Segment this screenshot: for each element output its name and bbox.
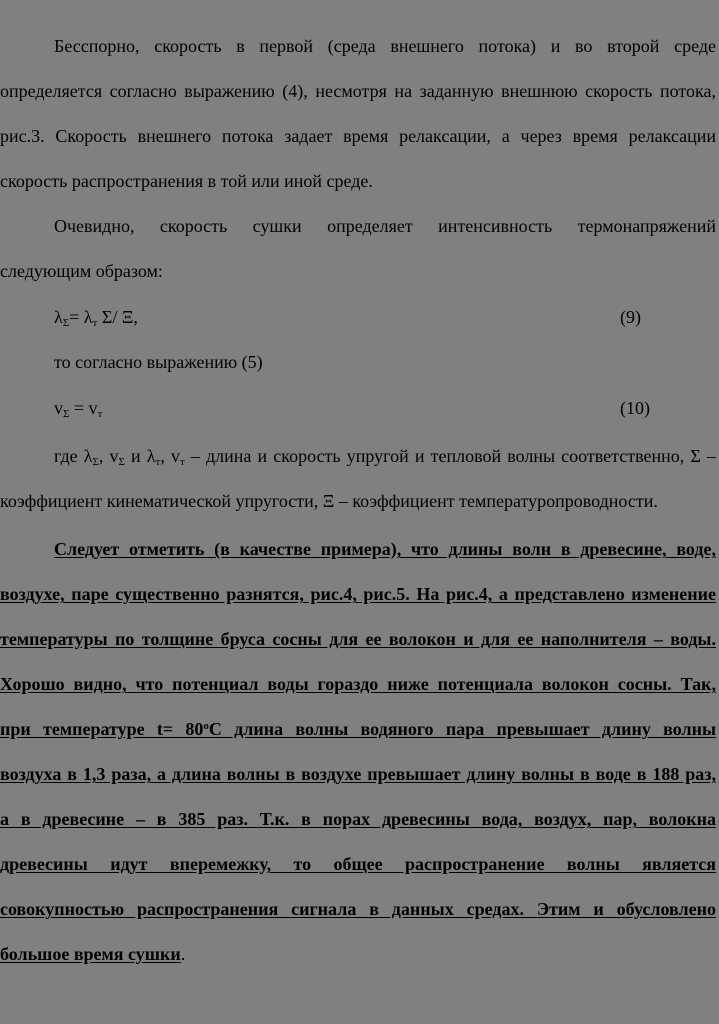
paragraph-4-line-6: воздуха в 1,3 раза, а длина волны в воздухе превышает длину волны в воде в 188 раз, [0, 764, 716, 784]
paragraph-4-line-1: Следует отметить (в качестве примера), что длины волн в древесине, воде, [54, 539, 716, 559]
paragraph-4-line-9: совокупностью распространения сигнала в данных средах. Этим и обусловлено [0, 899, 716, 919]
paragraph-4-line-2: воздухе, паре существенно разнятся, рис.4, рис.5. На рис.4, а представлено изменение [0, 584, 716, 604]
equation-9: $\lambda_\Sigma= \lambda_т$ Σ/ Ξ, [54, 307, 138, 329]
paragraph-2-line-1: Очевидно, скорость сушки определяет интенсивность термонапряжений [54, 216, 716, 236]
paragraph-4-line-7: а в древесине – в 385 раз. Т.к. в порах древесины вода, воздух, пар, волокна [0, 809, 716, 829]
paragraph-4-line-10: большое время сушки. [0, 944, 186, 964]
paragraph-1-line-1: Бесспорно, скорость в первой (среда внешнего потока) и во второй среде [54, 36, 716, 56]
connector-text: то согласно выражению (5) [54, 352, 263, 372]
paragraph-1-line-2: определяется согласно выражению (4), несмотря на заданную внешнюю скорость потока, [0, 81, 716, 101]
equation-9-number: (9) [620, 307, 641, 327]
paragraph-4-line-3: температуры по толщине бруса сосны для ее волокон и для ее наполнителя – воды. [0, 629, 716, 649]
equation-10-number: (10) [620, 398, 650, 418]
paragraph-4-line-4: Хорошо видно, что потенциал воды гораздо ниже потенциала волокон сосны. Так, [0, 674, 716, 694]
paragraph-3-line-2: коэффициент кинематической упругости, Ξ – коэффициент температуропроводности. [0, 491, 658, 511]
paragraph-4-line-8: древесины идут вперемежку, то общее распространение волны является [0, 854, 716, 874]
paragraph-4-line-5: при температуре $t= 80^оС$ длина волны водяного пара превышает длину волны [0, 719, 716, 739]
paragraph-1-line-4: скорость распространения в той или иной среде. [0, 171, 373, 191]
paragraph-2-line-2: следующим образом: [0, 261, 163, 281]
equation-10: $v_\Sigma = v_т$ [54, 398, 103, 420]
paragraph-1-line-3: рис.3. Скорость внешнего потока задает время релаксации, а через время релаксации [0, 126, 716, 146]
paragraph-3-line-1: где $\lambda_\Sigma$, $v_\Sigma$ и $\lambda_т$, $v_т$ – длина и скорость упругой и тепловой волны соответственно, Σ – [54, 446, 716, 467]
